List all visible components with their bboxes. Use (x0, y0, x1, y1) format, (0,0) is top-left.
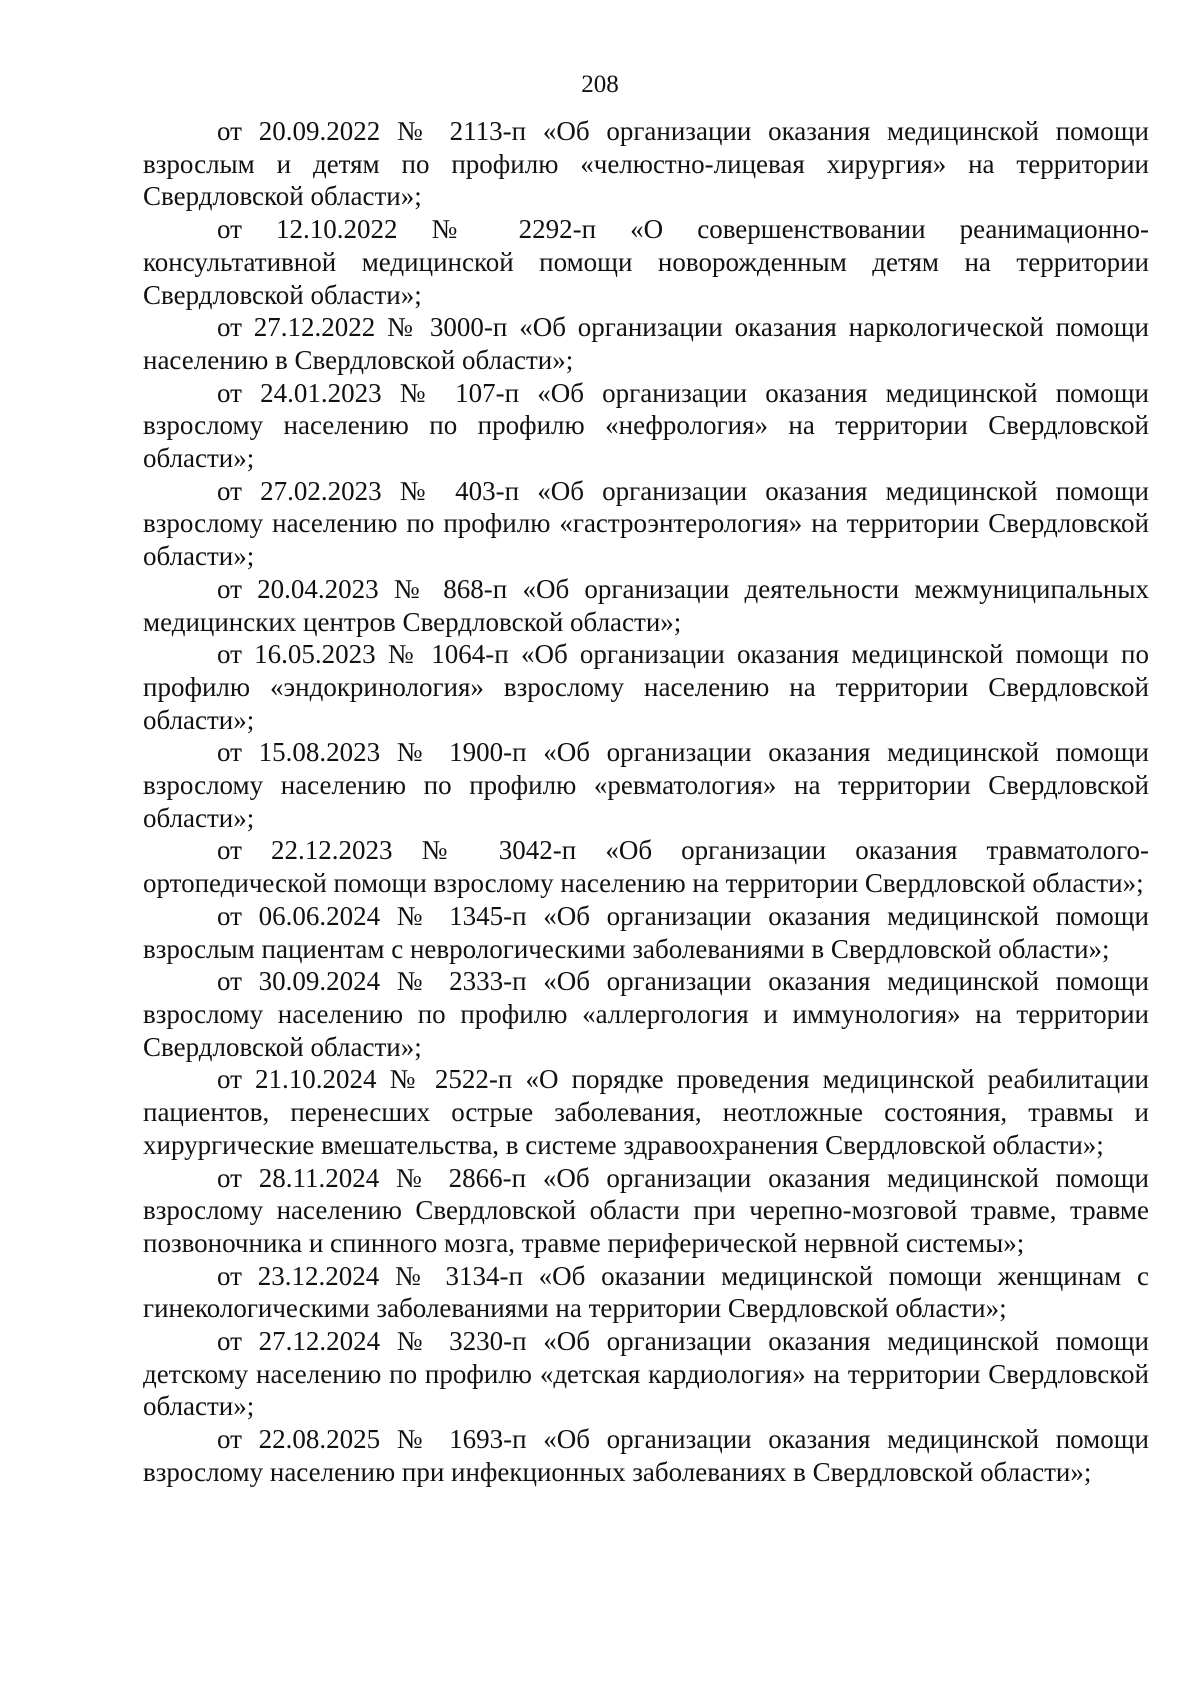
list-item: от 20.09.2022 № 2113-п «Об организации оказания медицинской помощи взрослым и детям по профилю «челюстно-лицевая хирургия» на территории Свердловской области»; (143, 116, 1149, 212)
list-item: от 22.08.2025 № 1693-п «Об организации оказания медицинской помощи взрослому населению при инфекционных заболеваниях в Свердловской области»; (143, 1424, 1149, 1487)
resolution-list (143, 115, 1149, 1489)
list-item: от 28.11.2024 № 2866-п «Об организации оказания медицинской помощи взрослому населению Свердловской области при черепно-мозговой травме, травме позвоночника и спинного мозга, травме периферической нервной системы»; (143, 1162, 1149, 1258)
list-item: от 27.12.2022 № 3000-п «Об организации оказания наркологической помощи населению в Свердловской области»; (143, 312, 1149, 375)
list-item: от 24.01.2023 № 107-п «Об организации оказания медицинской помощи взрослому населению по профилю «нефрология» на территории Свердловской области»; (143, 377, 1149, 474)
list-item: от 16.05.2023 № 1064-п «Об организации оказания медицинской помощи по профилю «эндокринология» взрослому населению на территории Свердловской области»; (143, 639, 1149, 735)
list-item: от 20.04.2023 № 868-п «Об организации деятельности межмуниципальных медицинских центров Свердловской области»; (143, 573, 1149, 637)
list-item: от 15.08.2023 № 1900-п «Об организации оказания медицинской помощи взрослому населению по профилю «ревматология» на территории Свердловской области»; (143, 737, 1149, 833)
list-item: от 22.12.2023 № 3042-п «Об организации оказания травматолого-ортопедической помощи взрослому населению на территории Свердловской области»; (143, 835, 1149, 899)
list-item: от 21.10.2024 № 2522-п «О порядке проведения медицинской реабилитации пациентов, перенесших острые заболевания, неотложные состояния, травмы и хирургические вмешательства, в системе здравоохранения Свердловской области»; (143, 1064, 1149, 1160)
list-item: от 12.10.2022 № 2292-п «О совершенствовании реанимационно-консультативной медицинской помощи новорожденным детям на территории Свердловской области»; (143, 214, 1149, 310)
page-number: 208 (581, 71, 619, 98)
list-item: от 23.12.2024 № 3134-п «Об оказании медицинской помощи женщинам с гинекологическими заболеваниями на территории Свердловской области»; (143, 1260, 1149, 1324)
list-item: от 30.09.2024 № 2333-п «Об организации оказания медицинской помощи взрослому населению по профилю «аллергология и иммунология» на территории Свердловской области»; (143, 966, 1149, 1062)
list-item: от 27.12.2024 № 3230-п «Об организации оказания медицинской помощи детскому населению по профилю «детская кардиология» на территории Свердловской области»; (143, 1326, 1149, 1422)
list-item: от 27.02.2023 № 403-п «Об организации оказания медицинской помощи взрослому населению по профилю «гастроэнтерология» на территории Свердловской области»; (143, 475, 1149, 572)
list-item: от 06.06.2024 № 1345-п «Об организации оказания медицинской помощи взрослым пациентам с неврологическими заболеваниями в Свердловской области»; (143, 900, 1149, 964)
